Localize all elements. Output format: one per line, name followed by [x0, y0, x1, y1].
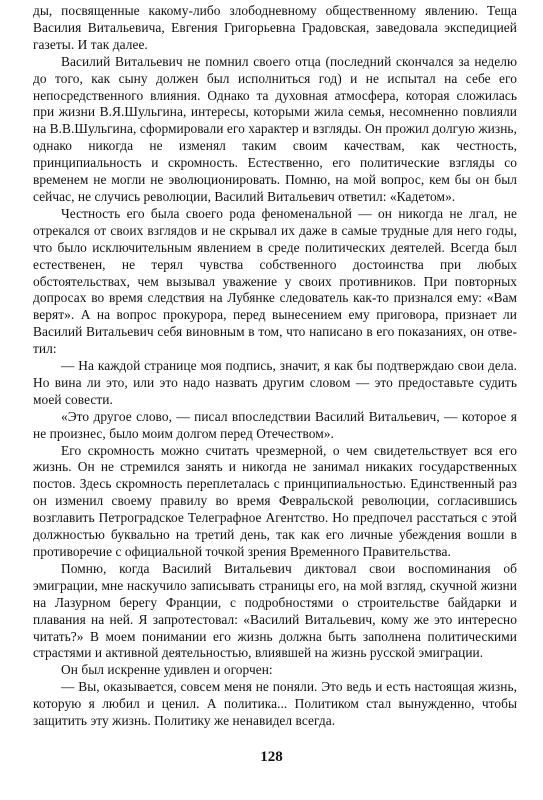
page-number: 128 [260, 749, 283, 765]
paragraph-quote-duty: «Это другое слово, — писал впоследствии Василий Витальевич, — которое я не произнес, было моим долгом перед Отечеством». [33, 408, 517, 441]
paragraph-real-life: — Вы, оказывается, совсем меня не поняли. Это ведь и есть настоящая жизнь, которую я любил и ценил. А политика... Политиком стал вынужденно, чтобы защитить эту жизнь. Политику же ненавидел всегда. [33, 679, 517, 729]
paragraph-continued: ды, посвященные какому-либо злободневному общественному явлению. Теща Василия Витальевича, Евгения Григорьевна Градовская, заведовала экспедицией газеты. И так далее. [33, 3, 517, 52]
paragraph-father: Василий Витальевич не помнил своего отца (последний скончался за неделю до того, как сыну должен был исполниться год) и не испытал на себе его непосредственного влияния. Однако та духовная атмосфера, которая сложилась при жизни В.Я.Шульгина, интересы, которыми жила семья, несомненно повлияли на В.В.Шульгина, сформировали его характер и взгляды. Он прожил долгую жизнь, однако никогда не изменял таким своим качествам, как честность, принципиальность и скромность. Естественно, его политические взгляды со временем не могли не эволюционировать. Помню, на мой вопрос, кем бы он был сейчас, не случись революции, Василий Витальевич ответил: «Кадетом». [33, 53, 517, 204]
paragraph-modesty: Его скромность можно считать чрезмерной, о чем свидетельствует вся его жизнь. Он не стремился занять и никогда не занимал никаких государственных постов. Здесь скромность переплеталась с принципиальностью. Единственный раз он изменил своему правилу во время Февральской революции, согласившись возглавить Петроградское Телеграфное Агентство. Но предпочел расстаться с этой должностью буквально на третий день, так как его личные убеждения вошли в противоречие с официальной точкой зрения Временного Правительства. [33, 442, 517, 559]
paragraph-surprised: Он был искренне удивлен и огорчен: [61, 662, 273, 678]
paragraph-quote-answer: — На каждой странице моя подпись, значит, я как бы подтверждаю свои дела. Но вина ли это, или это надо назвать другим словом — это предоставьте судить моей совести. [33, 358, 517, 407]
paragraph-honesty: Честность его была своего рода феноменальной — он никогда не лгал, не отрекался от своих взглядов и не скрывал их даже в самые трудные для него годы, что было исключительным явлением в среде политических деятелей. Всегда был естественен, не терял чувства собственного достоинства при любых обстоятельствах, чем вызывал уважение у своих противников. При повторных допросах во время следствия на Лубянке следователь как-то признался ему: «Вам верят». А на вопрос прокурора, перед вынесением ему приговора, признает ли Василий Витальевич себя виновным в том, что написано в его показаниях, он ответил: [33, 205, 517, 357]
paragraph-emigration: Помню, когда Василий Витальевич диктовал свои воспоминания об эмиграции, мне наскучило записывать страницы его, на мой взгляд, скучной жизни на Лазурном берегу Франции, с подробностями о строительстве байдарки и плавания на ней. Я запротестовал: «Василий Витальевич, кому же это интересно читать?» В моем понимании его жизнь должна быть заполнена политическими страстями и активной деятельностью, влиявшей на жизнь русской эмиграции. [33, 560, 517, 661]
